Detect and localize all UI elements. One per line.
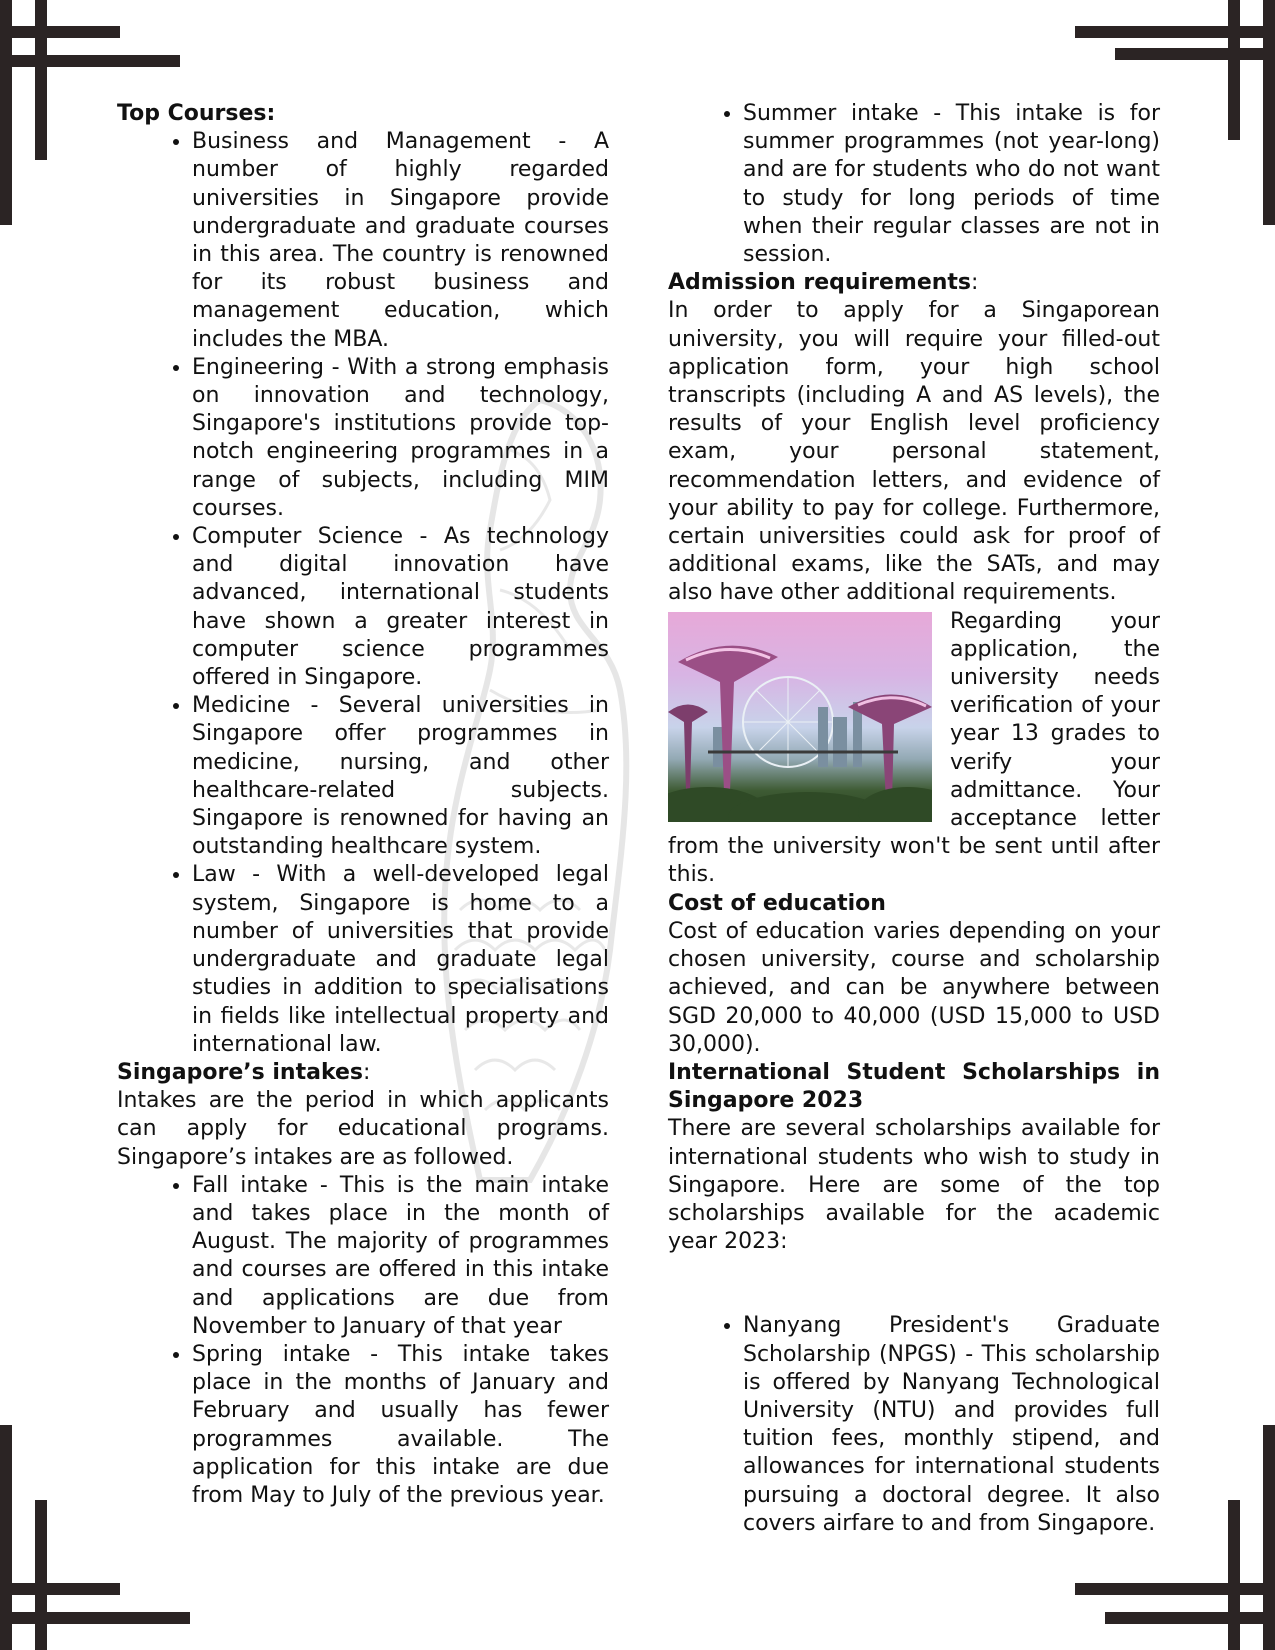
list-item: • Engineering - With a strong emphasis on innovation and technology, Singapore's institutions provide top-notch engineering programmes in a range of subjects, including MIM courses. bbox=[192, 354, 609, 523]
intakes-heading-colon: : bbox=[363, 1059, 371, 1085]
intakes-list bbox=[117, 1172, 609, 1510]
verification-text: Regarding your application, the university needs verification of your year 13 grades to verify your admittance. Your acceptance letter from the university won't be sent until after this. bbox=[668, 608, 1160, 888]
list-item: • Computer Science - As technology and digital innovation have advanced, international students have shown a greater interest in computer science programmes offered in Singapore. bbox=[192, 523, 609, 692]
admission-heading-colon: : bbox=[971, 270, 979, 296]
courses-list bbox=[117, 128, 609, 1059]
spacer bbox=[668, 1284, 1160, 1312]
scholarships-list bbox=[668, 1312, 1160, 1538]
list-item: • Nanyang President's Graduate Scholarship (NPGS) - This scholarship is offered by Nanyang Technological University (NTU) and provides full tuition fees, monthly stipend, and allowances for international students pursuing a doctoral degree. It also covers airfare to and from Singapore. bbox=[743, 1312, 1160, 1538]
cost-text: Cost of education varies depending on your chosen university, course and scholarship achieved, and can be anywhere between SGD 20,000 to 40,000 (USD 15,000 to USD 30,000). bbox=[668, 918, 1160, 1057]
list-item: • Spring intake - This intake takes place in the months of January and February and usually has fewer programmes available. The application for this intake are due from May to July of the previous year. bbox=[192, 1341, 609, 1510]
intakes-heading-line bbox=[117, 1059, 609, 1087]
list-item: • Medicine - Several universities in Singapore offer programmes in medicine, nursing, and other healthcare-related subjects. Singapore is renowned for having an outstanding healthcare system. bbox=[192, 692, 609, 861]
admission-heading: Admission requirements bbox=[668, 270, 972, 296]
scholarship-text: There are several scholarships available for international students who wish to study in Singapore. Here are some of the top scholarships available for the academic year 2023: bbox=[668, 1116, 1160, 1255]
summer-intake-list bbox=[668, 100, 1160, 269]
admission-heading-line bbox=[668, 269, 1160, 297]
admission-text: In order to apply for a Singaporean university, you will require your filled-out application form, your high school transcripts (including A and AS levels), the results of your English level proficiency exam, your personal statement, recommendation letters, and evidence of your ability to pay for college. Furthermore, certain universities could ask for proof of additional exams, like the SATs, and may also have other additional requirements. bbox=[668, 298, 1160, 606]
list-item: • Law - With a well-developed legal system, Singapore is home to a number of universities that provide undergraduate and graduate legal studies in addition to specialisations in fields like intellectual property and international law. bbox=[192, 861, 609, 1058]
spacer bbox=[668, 1256, 1160, 1284]
intakes-heading: Singapore’s intakes bbox=[117, 1059, 364, 1085]
left-column bbox=[117, 100, 609, 1510]
list-item: • Business and Management - A number of highly regarded universities in Singapore provide undergraduate and graduate courses in this area. The country is renowned for its robust business and management education, which includes the MBA. bbox=[192, 128, 609, 354]
scholarship-heading: International Student Scholarships in Singapore 2023 bbox=[668, 1059, 1160, 1114]
intakes-intro: Intakes are the period in which applicants can apply for educational programs. Singapore’s intakes are as followed. bbox=[117, 1088, 609, 1170]
verification-block bbox=[668, 608, 1160, 890]
right-column bbox=[668, 100, 1160, 1538]
cost-heading: Cost of education bbox=[668, 890, 886, 916]
list-item: • Fall intake - This is the main intake and takes place in the month of August. The majority of programmes and courses are offered in this intake and applications are due from November to January of that year bbox=[192, 1172, 609, 1341]
supertree-grove-photo bbox=[668, 612, 932, 822]
list-item: • Summer intake - This intake is for summer programmes (not year-long) and are for students who do not want to study for long periods of time when their regular classes are not in session. bbox=[743, 100, 1160, 269]
top-courses-heading: Top Courses: bbox=[117, 101, 276, 126]
